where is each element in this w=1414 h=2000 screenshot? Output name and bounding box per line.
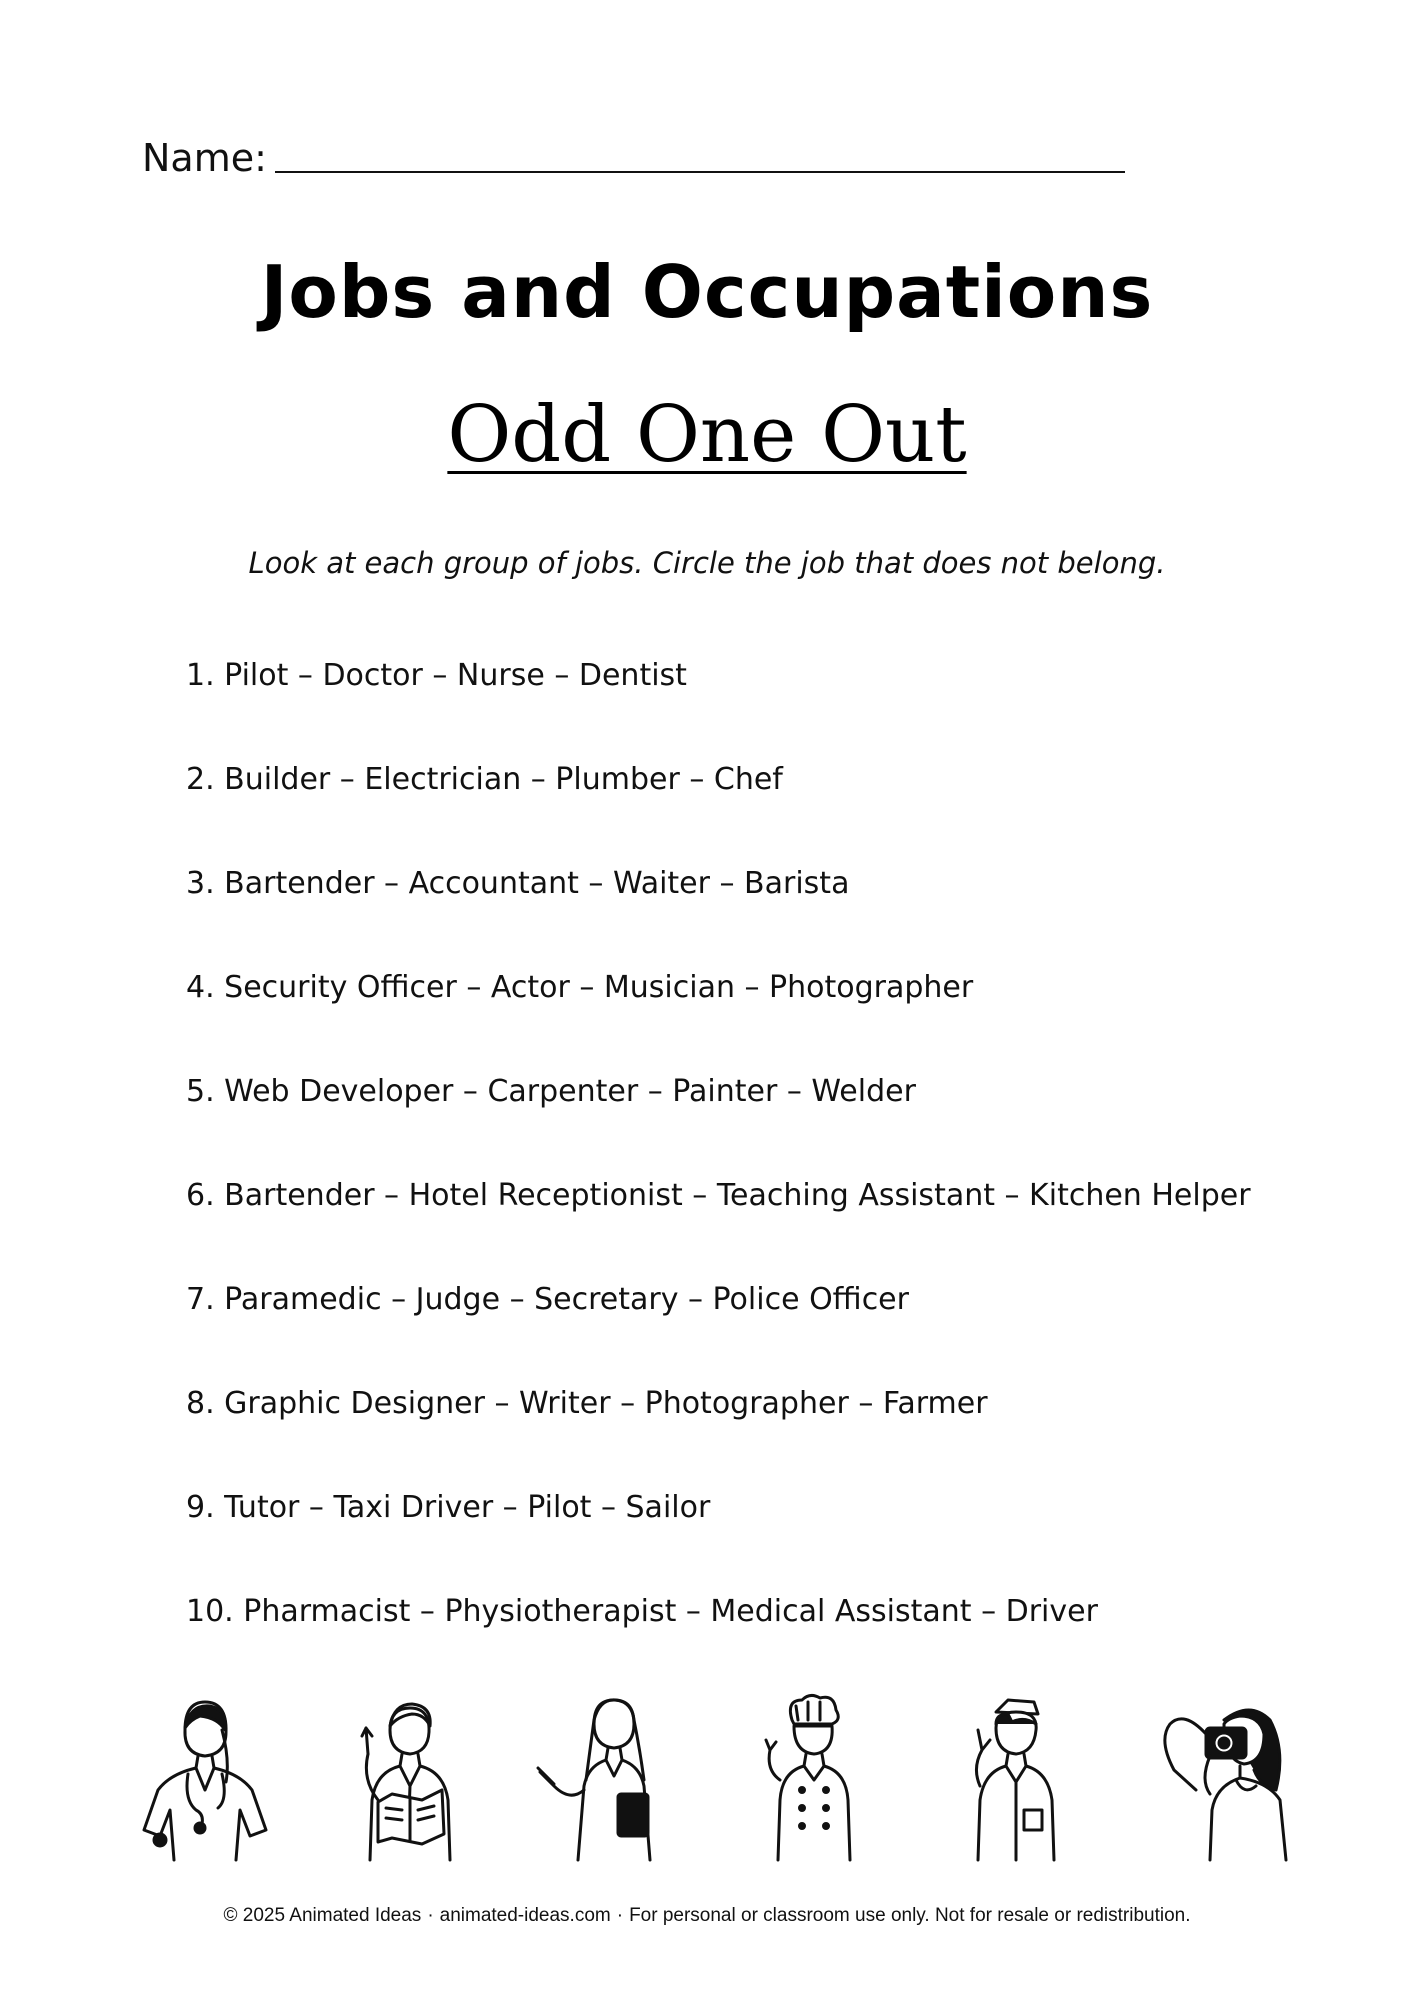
nurse-illustration [938,1690,1088,1865]
question-item: 8. Graphic Designer – Writer – Photographer – Farmer [186,1386,988,1421]
doctor-illustration [130,1690,280,1865]
photographer-illustration [1140,1690,1290,1865]
name-blank-line [275,171,1125,173]
footer-separator: · [616,1905,624,1926]
teacher-illustration [534,1690,684,1865]
question-item: 3. Bartender – Accountant – Waiter – Barista [186,866,850,901]
footer [0,1905,1414,1927]
question-item: 1. Pilot – Doctor – Nurse – Dentist [186,658,687,693]
footer-notice: For personal or classroom use only. Not for resale or redistribution. [629,1905,1191,1926]
question-item: 5. Web Developer – Carpenter – Painter – Welder [186,1074,916,1109]
chef-illustration [736,1690,886,1865]
businessman-illustration [332,1690,482,1865]
footer-separator: · [427,1905,434,1926]
name-label: Name: [142,136,267,180]
footer-copyright: © 2025 Animated Ideas [223,1905,422,1926]
question-item: 9. Tutor – Taxi Driver – Pilot – Sailor [186,1490,711,1525]
footer-website-link[interactable]: animated-ideas.com [439,1905,611,1926]
question-item: 2. Builder – Electrician – Plumber – Chef [186,762,783,797]
question-item: 6. Bartender – Hotel Receptionist – Teaching Assistant – Kitchen Helper [186,1178,1251,1213]
name-field-label [142,136,1125,180]
worksheet-subtitle [0,390,1414,480]
illustration-strip [130,1690,1290,1865]
worksheet-title: Jobs and Occupations [260,250,1154,334]
question-item: 10. Pharmacist – Physiotherapist – Medical Assistant – Driver [186,1594,1098,1629]
question-list [186,656,1251,1696]
question-item: 4. Security Officer – Actor – Musician – Photographer [186,970,974,1005]
instructions: Look at each group of jobs. Circle the job that does not belong. [248,546,1166,580]
subtitle-text: Odd One Out [447,390,967,480]
question-item: 7. Paramedic – Judge – Secretary – Police Officer [186,1282,909,1317]
